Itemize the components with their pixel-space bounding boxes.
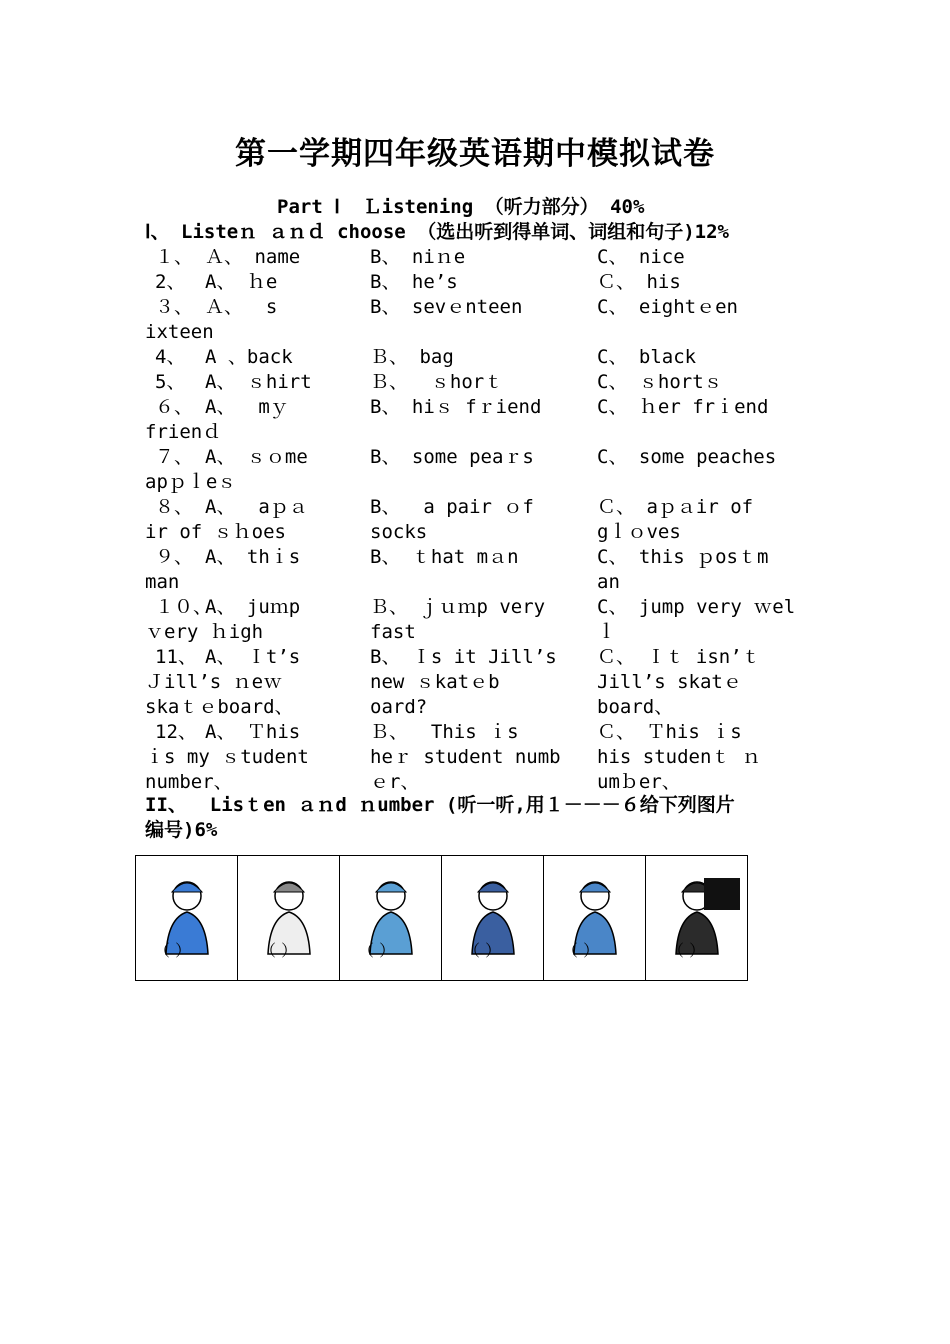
picture-table: [135, 855, 748, 981]
question-wrap-text: heｒ student numb: [370, 746, 561, 768]
question-num: 12、: [155, 721, 197, 743]
answer-parentheses[interactable]: （ ）: [358, 941, 396, 960]
question-wrap-text: Ｊill’s ｎeｗ: [145, 671, 283, 693]
question-wrap-text: fast: [370, 621, 416, 643]
section2-heading-line1: II、 Lisｔen ａｎd ｎumber (听一听,用１－－－６给下列图片: [145, 794, 735, 816]
answer-parentheses[interactable]: （ ）: [562, 941, 600, 960]
question-num: ８、: [155, 496, 194, 518]
question-wrap-text: ir of ｓｈoes: [145, 521, 286, 543]
question-a: A、 ｓｏme: [205, 446, 308, 468]
question-c: C、 this ｐosｔm: [597, 546, 769, 568]
picture-cell: [646, 856, 748, 981]
question-a: A、 thｉs: [205, 546, 301, 568]
question-wrap-text: oard?: [370, 696, 428, 718]
question-a: A、 Ｔhis: [205, 721, 301, 743]
question-wrap-text: frienｄ: [145, 421, 222, 443]
question-wrap-text: Jill’s skatｅ: [597, 671, 742, 693]
question-wrap-text: ｖery ｈigh: [145, 621, 264, 643]
question-b: B、 some peaｒs: [370, 446, 534, 468]
question-c: C、 some peaches: [597, 446, 777, 468]
question-b: B、 a pair ｏf: [370, 496, 534, 518]
question-c: C、 nice: [597, 246, 685, 268]
question-num: 4、: [155, 346, 186, 368]
question-wrap-text: umｂer、: [597, 771, 681, 793]
question-a: A 、back: [205, 346, 293, 368]
picture-cell: [238, 856, 340, 981]
question-wrap-text: new ｓkatｅb: [370, 671, 500, 693]
question-wrap-text: his studenｔ ｎ: [597, 746, 761, 768]
question-c: Ｃ、 Ｉｔ isn’ｔ: [597, 646, 761, 668]
answer-parentheses[interactable]: （ ）: [260, 941, 298, 960]
question-a: A、 ｓhirt: [205, 371, 312, 393]
question-a: Ａ、 name: [205, 246, 301, 268]
question-num: 2、: [155, 271, 186, 293]
question-b: Ｂ、 This ｉs: [370, 721, 519, 743]
picture-cell: [442, 856, 544, 981]
question-b: B、 he’s: [370, 271, 458, 293]
question-wrap-text: apｐｌeｓ: [145, 471, 237, 493]
question-c: Ｃ、 his: [597, 271, 681, 293]
question-c: C、 ｈer frｉend: [597, 396, 769, 418]
question-a: A、 juｍp: [205, 596, 301, 618]
question-b: Ｂ、 ｊｕｍp very: [370, 596, 546, 618]
answer-parentheses[interactable]: （ ）: [668, 941, 706, 960]
question-wrap-text: number、: [145, 771, 233, 793]
picture-cell: [340, 856, 442, 981]
question-c: Ｃ、 aｐａir of: [597, 496, 754, 518]
question-wrap-text: board、: [597, 696, 674, 718]
question-a: A、 ｈe: [205, 271, 278, 293]
question-a: Ａ、 s: [205, 296, 278, 318]
answer-parentheses[interactable]: （ ）: [154, 941, 192, 960]
question-c: C、 ｓhortｓ: [597, 371, 723, 393]
question-num: 5、: [155, 371, 186, 393]
question-wrap-text: gｌｏves: [597, 521, 681, 543]
question-num: ６、: [155, 396, 194, 418]
question-num: ９、: [155, 546, 194, 568]
question-wrap-text: ｉs my ｓtudent: [145, 746, 309, 768]
picture-cell: [136, 856, 238, 981]
question-wrap-text: man: [145, 571, 180, 593]
page-title: 第一学期四年级英语期中模拟试卷: [235, 136, 715, 172]
question-wrap-text: skaｔｅboard、: [145, 696, 294, 718]
question-b: B、 sevｅnteen: [370, 296, 523, 318]
question-a: A、 aｐａ: [205, 496, 308, 518]
question-wrap-text: ｅr、: [370, 771, 420, 793]
section1-heading: Ⅰ、 Listeｎ ａｎｄ choose （选出听到得单词、词组和句子)12%: [145, 221, 729, 243]
question-c: Ｃ、 Ｔhis ｉs: [597, 721, 742, 743]
question-c: C、 black: [597, 346, 697, 368]
question-b: B、 ｔhat mａn: [370, 546, 519, 568]
part-heading: Part Ⅰ Ｌistening （听力部分） 40%: [277, 196, 645, 218]
question-b: B、 hiｓ fｒiend: [370, 396, 542, 418]
question-wrap-text: ｌ: [597, 621, 617, 643]
question-b: B、 niｎe: [370, 246, 466, 268]
question-wrap-text: an: [597, 571, 620, 593]
question-num: １０、: [155, 596, 213, 618]
picture-cell: [544, 856, 646, 981]
question-wrap-text: socks: [370, 521, 428, 543]
question-num: ３、: [155, 296, 194, 318]
question-c: C、 eightｅen: [597, 296, 738, 318]
section2-heading-line2: 编号)6%: [145, 819, 218, 841]
question-b: B、 Ｉs it Jill’s: [370, 646, 557, 668]
question-num: １、: [155, 246, 194, 268]
question-c: C、 jump very ｗel: [597, 596, 796, 618]
question-wrap-text: ixteen: [145, 321, 214, 343]
question-b: Ｂ、 bag: [370, 346, 454, 368]
question-num: ７、: [155, 446, 194, 468]
answer-parentheses[interactable]: （ ）: [464, 941, 502, 960]
question-a: A、 mｙ: [205, 396, 289, 418]
question-a: A、 Ｉt’s: [205, 646, 301, 668]
question-num: 11、: [155, 646, 197, 668]
question-b: Ｂ、 ｓhorｔ: [370, 371, 504, 393]
